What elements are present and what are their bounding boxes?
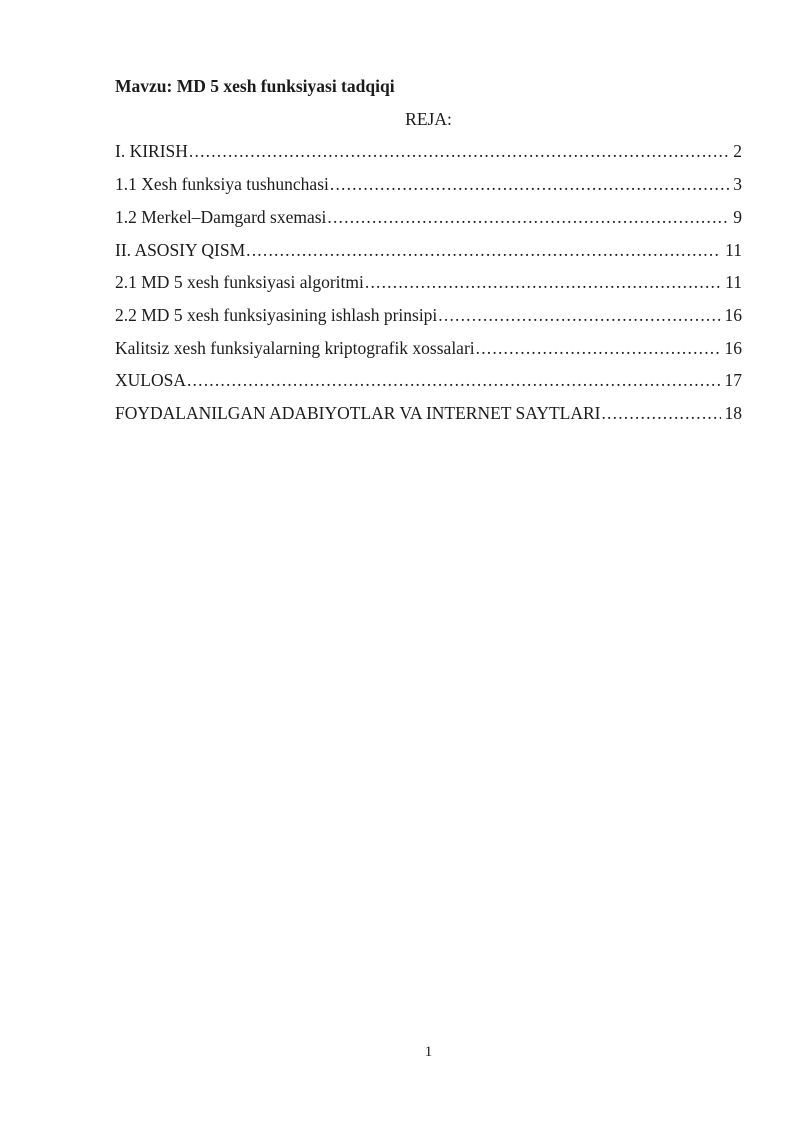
toc-dot-leader: [365, 266, 721, 299]
toc-row: [115, 135, 742, 168]
toc-label: 2.1 MD 5 xesh funksiyasi algoritmi: [115, 272, 364, 293]
toc-page-number: 11: [725, 272, 742, 293]
toc-label: Kalitsiz xesh funksiyalarning kriptografik xossalari: [115, 337, 475, 358]
toc-page-number: 3: [733, 174, 742, 195]
toc-label: 2.2 MD 5 xesh funksiyasining ishlash prinsipi: [115, 304, 438, 325]
document-content: [115, 70, 742, 430]
toc-label: II. ASOSIY QISM: [115, 239, 246, 260]
footer-page-number: 1: [424, 1044, 433, 1060]
toc-dot-leader: [246, 234, 721, 267]
toc-page-number: 9: [733, 206, 742, 227]
toc-dot-leader: [327, 201, 729, 234]
toc-row: [115, 364, 742, 397]
toc-page-number: 18: [724, 403, 742, 424]
toc-row: [115, 266, 742, 299]
toc-row: [115, 201, 742, 234]
toc-label: XULOSA: [115, 370, 186, 391]
toc-dot-leader: [330, 168, 729, 201]
toc-label: I. KIRISH: [115, 141, 188, 162]
toc-label: FOYDALANILGAN ADABIYOTLAR VA INTERNET SAYTLARI: [115, 403, 601, 424]
document-title: Mavzu: MD 5 xesh funksiyasi tadqiqi: [115, 76, 395, 96]
toc-dot-leader: [189, 135, 729, 168]
toc-page-number: 16: [724, 337, 742, 358]
toc-page-number: 17: [724, 370, 742, 391]
toc-dot-leader: [476, 332, 721, 365]
toc-dot-leader: [187, 364, 721, 397]
toc-row: [115, 332, 742, 365]
toc-page-number: 11: [725, 239, 742, 260]
toc-heading: REJA:: [405, 108, 452, 129]
toc-page-number: 2: [733, 141, 742, 162]
toc-dot-leader: [601, 397, 720, 430]
toc-row: [115, 168, 742, 201]
toc-list: [115, 135, 742, 429]
toc-row: [115, 234, 742, 267]
toc-row: [115, 299, 742, 332]
toc-label: 1.2 Merkel–Damgard sxemasi: [115, 206, 327, 227]
toc-dot-leader: [438, 299, 720, 332]
toc-label: 1.1 Xesh funksiya tushunchasi: [115, 174, 329, 195]
toc-page-number: 16: [724, 304, 742, 325]
toc-row: [115, 397, 742, 430]
